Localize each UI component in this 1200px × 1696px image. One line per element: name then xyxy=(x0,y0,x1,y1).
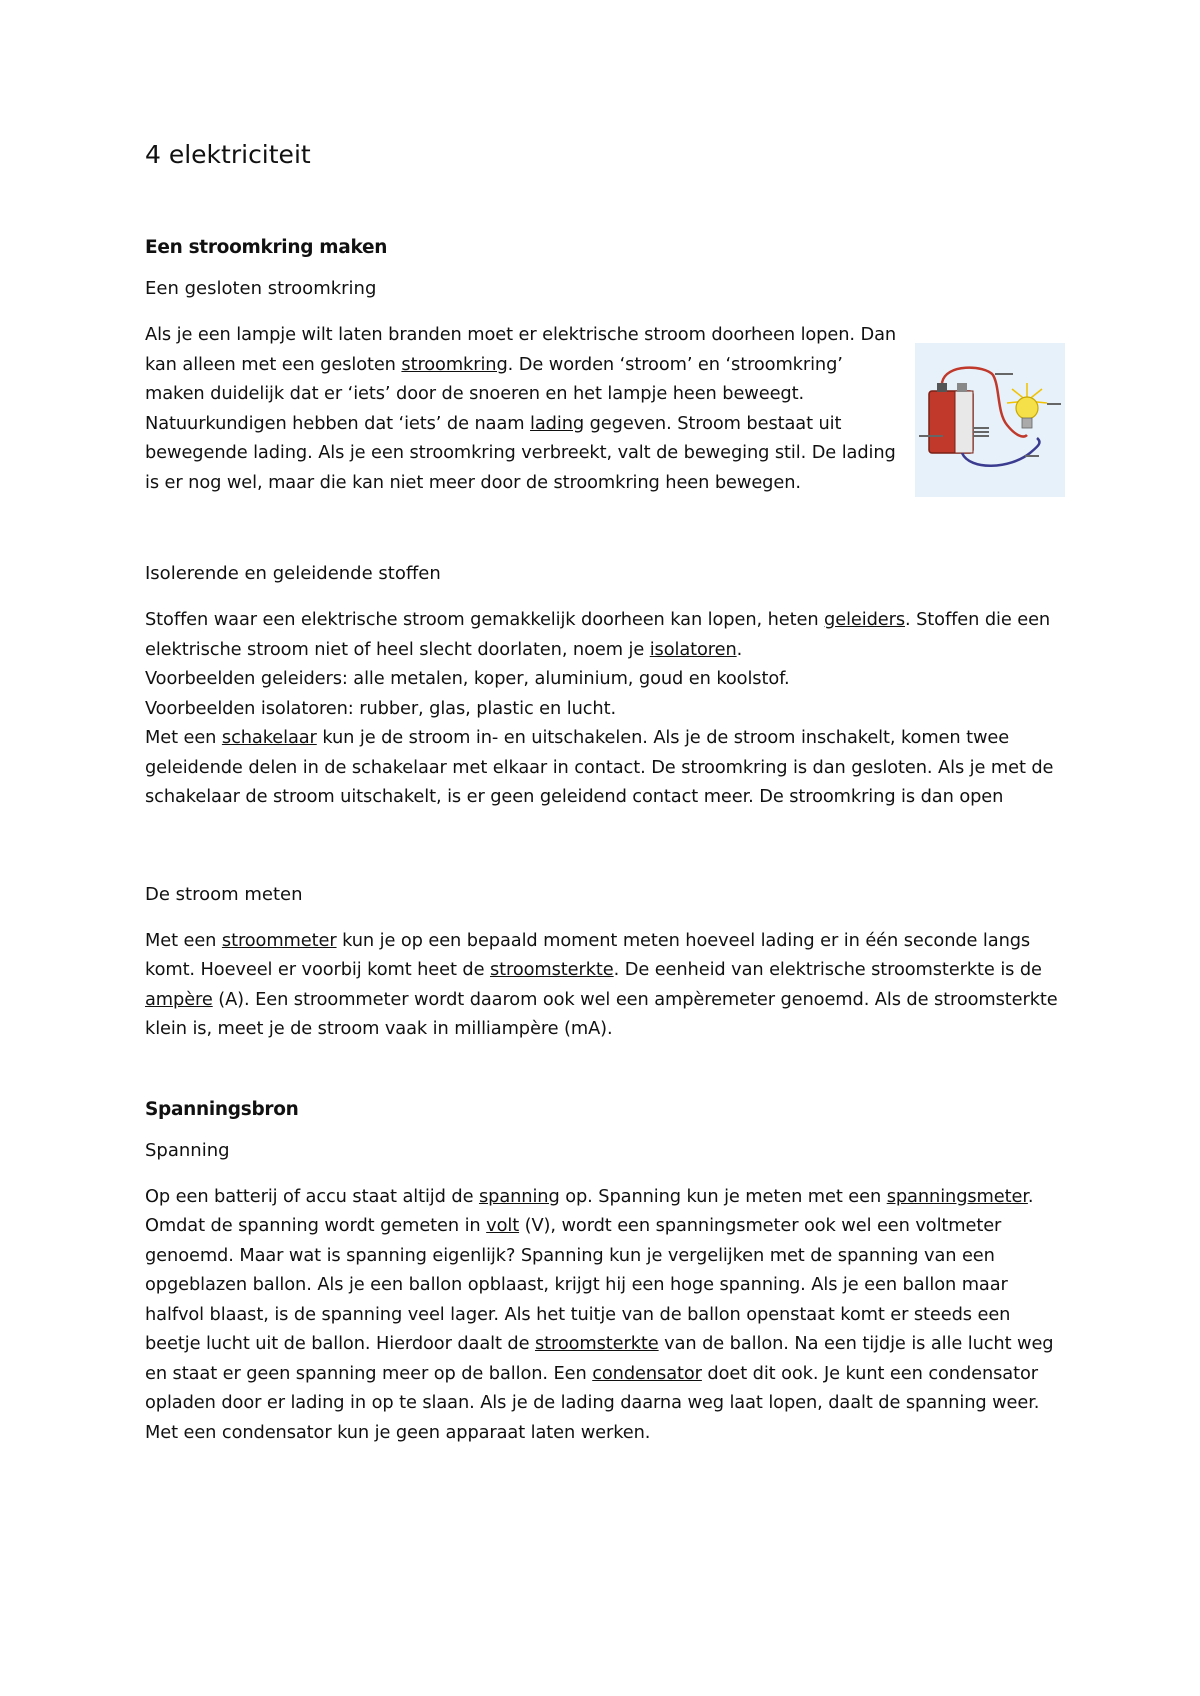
text-run: Stoffen waar een elektrische stroom gemakkelijk doorheen kan lopen, heten xyxy=(145,609,825,630)
underlined-term: stroommeter xyxy=(221,929,337,951)
underlined-term: geleiders xyxy=(824,609,905,630)
paragraph-gesloten-stroomkring xyxy=(145,320,905,497)
text-run: Als je een lampje wilt laten branden moet er elektrische stroom doorheen lopen. Dan kan alleen met een gesloten xyxy=(145,324,897,375)
underlined-term: lading xyxy=(530,412,585,434)
text-run: kun je de stroom in- en uitschakelen. Als je de stroom inschakelt, komen twee geleidende delen in de schakelaar met elkaar in contact. De stroomkring is dan gesloten. Als je met de schakelaar de stroom uitschakelt, is er geen geleidend contact meer. De stroomkring is dan open xyxy=(145,727,1054,807)
text-run: . Stoffen die een elektrische stroom niet of heel slecht doorlaten, noem je xyxy=(145,609,1051,660)
underlined-term: spanning xyxy=(478,1185,560,1207)
text-run: Voorbeelden geleiders: alle metalen, koper, aluminium, goud en koolstof. xyxy=(145,668,790,689)
text-run: . De worden ‘stroom’ en ‘stroomkring’ maken duidelijk dat er ‘iets’ door de snoeren en het lampje heen beweegt. Natuurkundigen hebben dat ‘iets’ de naam xyxy=(145,353,843,434)
text-run: doet dit ook. Je kunt een condensator opladen door er lading in op te slaan. Als je de lading daarna weg laat lopen, daalt de spanning weer. Met een condensator kun je geen apparaat laten werken. xyxy=(145,1362,1040,1443)
subheading-spanning: Spanning xyxy=(145,1139,230,1161)
underlined-term: spanningsmeter xyxy=(886,1185,1028,1207)
text-run: (A). Een stroommeter wordt daarom ook wel een ampèremeter genoemd. Als de stroomsterkte klein is, meet je de stroom vaak in milliampère (mA). xyxy=(145,988,1058,1039)
underlined-term: ampère xyxy=(145,988,213,1010)
underlined-term: schakelaar xyxy=(221,727,317,748)
circuit-illustration xyxy=(915,343,1065,497)
underlined-term: stroomsterkte xyxy=(534,1333,659,1354)
subheading-isolerende-geleidende: Isolerende en geleidende stoffen xyxy=(145,563,441,584)
underlined-term: condensator xyxy=(592,1362,702,1384)
document-content xyxy=(145,140,1065,1447)
text-run: kun je op een bepaald moment meten hoeveel lading er in één seconde langs komt. Hoeveel er voorbij komt heet de xyxy=(145,929,1031,980)
paragraph-spanning xyxy=(145,1182,1065,1448)
text-run: Op een batterij of accu staat altijd de xyxy=(145,1185,479,1207)
subheading-gesloten-stroomkring: Een gesloten stroomkring xyxy=(145,278,377,299)
text-run: Met een xyxy=(145,727,222,748)
subheading-stroom-meten: De stroom meten xyxy=(145,883,303,905)
text-run: (V), wordt een spanningsmeter ook wel een voltmeter genoemd. Maar wat is spanning eigenlijk? Spanning kun je vergelijken met de spanning van een opgeblazen ballon. Als je een ballon opblaast, krijgt hij een hoge spanning. Als je een ballon maar halfvol blaast, is de spanning veel lager. Als het tuitje van de ballon openstaat komt er steeds een beetje lucht uit de ballon. Hierdoor daalt de xyxy=(145,1215,1011,1354)
paragraph-stroom-meten xyxy=(145,926,1065,1044)
text-run: op. Spanning kun je meten met een xyxy=(559,1185,887,1207)
underlined-term: stroomkring xyxy=(401,353,508,375)
text-run: . Omdat de spanning wordt gemeten in xyxy=(145,1185,1034,1236)
battery-bulb-circuit-icon xyxy=(915,343,1065,497)
underlined-term: isolatoren xyxy=(649,638,737,660)
paragraph-isolerende-geleidende xyxy=(145,605,1065,812)
text-run: . De eenheid van elektrische stroomsterkte is de xyxy=(613,959,1042,980)
underlined-term: stroomsterkte xyxy=(489,959,614,980)
section-heading-spanningsbron: Spanningsbron xyxy=(145,1098,299,1120)
text-run: gegeven. Stroom bestaat uit bewegende lading. Als je een stroomkring verbreekt, valt de beweging stil. De lading is er nog wel, maar die kan niet meer door de stroomkring heen bewegen. xyxy=(145,412,896,493)
section-heading-stroomkring: Een stroomkring maken xyxy=(145,237,388,258)
text-run: Met een xyxy=(145,929,222,951)
text-run: . xyxy=(736,638,743,660)
text-run: van de ballon. Na een tijdje is alle lucht weg en staat er geen spanning meer op de ballon. Een xyxy=(145,1333,1054,1384)
text-run: Voorbeelden isolatoren: rubber, glas, plastic en lucht. xyxy=(145,697,617,719)
page-title: 4 elektriciteit xyxy=(145,140,311,169)
underlined-term: volt xyxy=(486,1215,520,1236)
